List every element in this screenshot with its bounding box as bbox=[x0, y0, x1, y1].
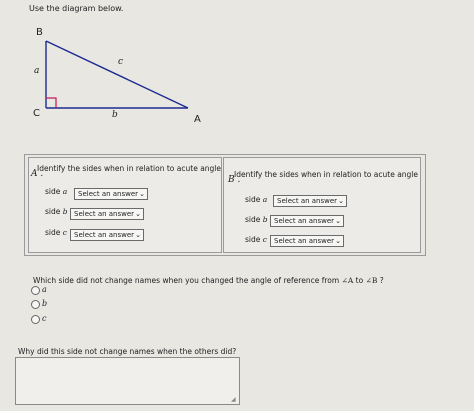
vertex-b-label: B bbox=[36, 27, 43, 38]
vertex-a-label: A bbox=[194, 114, 201, 125]
chevron-down-icon: ⌄ bbox=[335, 217, 341, 225]
option-b-label: b bbox=[42, 299, 48, 308]
side-a-label: a bbox=[34, 66, 40, 76]
panel-b-title: Identify the sides when in relation to acute angle bbox=[234, 170, 419, 179]
triangle-diagram bbox=[0, 0, 474, 140]
option-c-label: c bbox=[42, 314, 47, 323]
side-c-line bbox=[46, 41, 188, 108]
chevron-down-icon: ⌄ bbox=[135, 210, 141, 218]
angle-to: ∠B bbox=[365, 276, 378, 285]
panel-b-row-a-label: side a bbox=[245, 195, 268, 204]
vertex-c-label: C bbox=[33, 108, 40, 119]
panel-b-side-b-select[interactable]: Select an answer ⌄ bbox=[270, 215, 344, 227]
panel-a-side-a-select[interactable]: Select an answer ⌄ bbox=[74, 188, 148, 200]
chevron-down-icon: ⌄ bbox=[135, 231, 141, 239]
panel-a-title: Identify the sides when in relation to acute angle bbox=[37, 164, 222, 173]
side-c-label: c bbox=[118, 57, 124, 67]
chevron-down-icon: ⌄ bbox=[139, 190, 145, 198]
panel-a-angle: A . bbox=[31, 169, 44, 179]
panel-b-side-c-select[interactable]: Select an answer ⌄ bbox=[270, 235, 344, 247]
side-b-label: b bbox=[112, 110, 118, 120]
panel-b-row-b-label: side b bbox=[245, 215, 268, 224]
resize-handle-icon[interactable]: ◢ bbox=[231, 396, 236, 403]
panel-b-angle: B . bbox=[228, 175, 241, 185]
option-a-radio[interactable] bbox=[31, 286, 40, 295]
panel-a-side-c-select[interactable]: Select an answer ⌄ bbox=[70, 229, 144, 241]
question-text: Which side did not change names when you changed the angle of reference from ∠A to ∠B ? bbox=[33, 276, 384, 285]
panel-b-side-a-select[interactable]: Select an answer ⌄ bbox=[273, 195, 347, 207]
chevron-down-icon: ⌄ bbox=[335, 237, 341, 245]
why-textarea[interactable] bbox=[15, 357, 240, 405]
chevron-down-icon: ⌄ bbox=[338, 197, 344, 205]
option-c-radio[interactable] bbox=[31, 315, 40, 324]
right-angle-marker bbox=[46, 98, 56, 108]
panel-a-side-b-select[interactable]: Select an answer ⌄ bbox=[70, 208, 144, 220]
option-b-radio[interactable] bbox=[31, 300, 40, 309]
why-label: Why did this side not change names when the others did? bbox=[18, 347, 237, 356]
panel-a-row-a-label: side a bbox=[45, 187, 68, 196]
angle-from: ∠A bbox=[341, 276, 354, 285]
option-a-label: a bbox=[42, 285, 47, 294]
prompt-text: Use the diagram below. bbox=[29, 4, 124, 13]
panel-a-row-c-label: side c bbox=[45, 228, 67, 237]
panel-a-row-b-label: side b bbox=[45, 207, 68, 216]
panel-b-row-c-label: side c bbox=[245, 235, 267, 244]
